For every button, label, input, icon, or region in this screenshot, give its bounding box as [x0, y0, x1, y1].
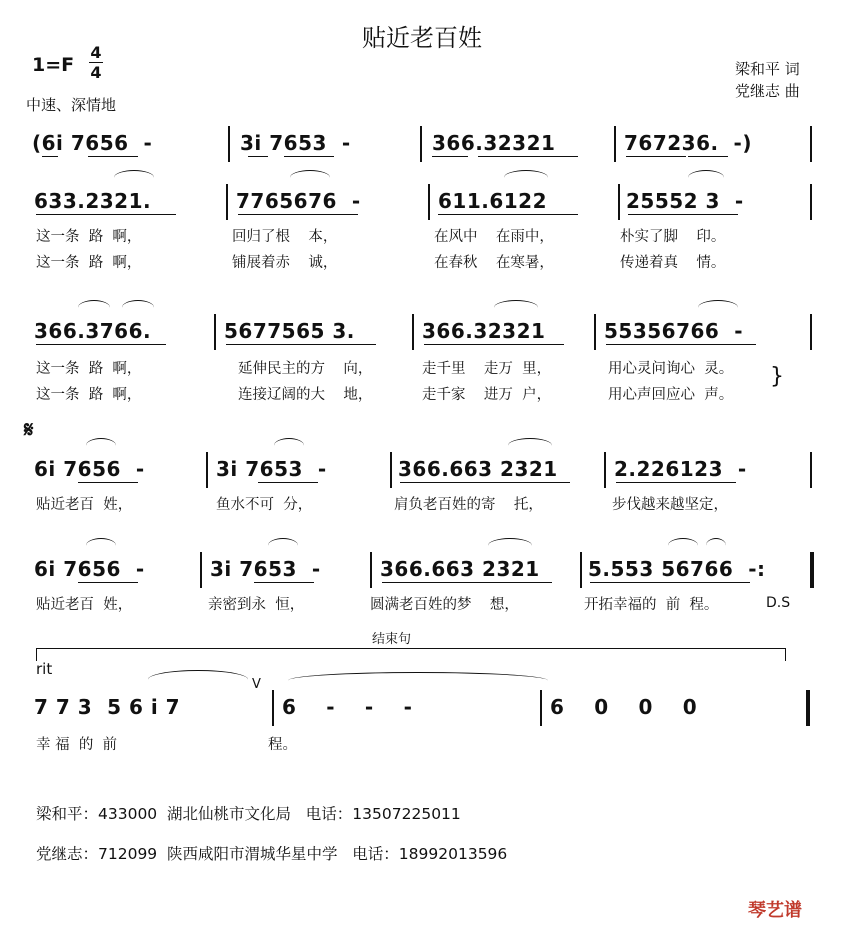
- key-signature: 1=F: [32, 54, 75, 76]
- slur: [488, 538, 532, 553]
- measure: 5.553 56766 -:: [588, 557, 766, 581]
- slur: [114, 170, 154, 185]
- lyric: 走千家 进万 户，: [422, 387, 552, 403]
- barline: [370, 552, 372, 588]
- lyric: 这一条 路 啊，: [36, 255, 142, 271]
- measure: 366.32321: [432, 131, 556, 155]
- barline: [810, 126, 812, 162]
- lyric: 贴近老百 姓，: [36, 597, 133, 613]
- slur: [78, 300, 110, 315]
- slur: [86, 438, 116, 453]
- beam: [36, 214, 176, 215]
- barline: [214, 314, 216, 350]
- time-sig-top: 4: [90, 43, 102, 62]
- measure: 3i 7653 -: [240, 131, 351, 155]
- tempo-marking: 中速、深情地: [26, 96, 117, 114]
- slur: [706, 538, 726, 553]
- barline: [618, 184, 620, 220]
- score-row-2: [18, 184, 828, 294]
- beam: [432, 156, 468, 157]
- score-row-3: [18, 314, 828, 424]
- slur: [148, 670, 248, 689]
- lyric: 鱼水不可 分，: [216, 497, 313, 513]
- beam: [226, 344, 376, 345]
- contact-lyricist: 梁和平：433000 湖北仙桃市文化局 电话：13507225011: [36, 805, 461, 823]
- lyric: 传递着真 情。: [620, 255, 726, 271]
- beam: [248, 156, 268, 157]
- slur: [494, 300, 538, 315]
- ending-label: 结束句: [372, 632, 412, 647]
- lyric: 幸 福 的 前: [36, 737, 118, 753]
- notes-line: [18, 314, 828, 348]
- slur: [688, 170, 724, 185]
- lyric: 朴实了脚 印。: [620, 229, 726, 245]
- slur: [668, 538, 698, 553]
- measure: 366.663 2321: [398, 457, 558, 481]
- slur: [504, 170, 548, 185]
- measure: 25552 3 -: [626, 189, 744, 213]
- notes-line: [18, 452, 828, 486]
- beam: [628, 214, 738, 215]
- barline: [420, 126, 422, 162]
- beam: [382, 582, 552, 583]
- lyric: 圆满老百姓的梦 想，: [370, 597, 519, 613]
- beam: [400, 482, 570, 483]
- tie: [288, 672, 548, 689]
- measure: 3i 7653 -: [216, 457, 327, 481]
- measure: 366.663 2321: [380, 557, 540, 581]
- barline: [272, 690, 274, 726]
- beam: [438, 214, 578, 215]
- notes-line: [18, 126, 828, 160]
- beam: [254, 582, 314, 583]
- lyric: 延伸民主的方 向，: [238, 361, 373, 377]
- lyric: 铺展着赤 诚，: [232, 255, 338, 271]
- time-signature: [89, 44, 103, 81]
- measure: 366.32321: [422, 319, 546, 343]
- breath-mark: V: [252, 677, 261, 692]
- lyricist-credit: 梁和平 词: [735, 60, 800, 78]
- site-logo: 琴艺谱: [748, 900, 802, 921]
- time-sig-bottom: 4: [90, 63, 102, 82]
- beam: [478, 156, 578, 157]
- slur: [698, 300, 738, 315]
- lyric: 连接辽阔的大 地，: [238, 387, 373, 403]
- measure: 2.226123 -: [614, 457, 747, 481]
- slur: [122, 300, 154, 315]
- beam: [88, 156, 138, 157]
- ds-marking: D.S: [766, 595, 791, 611]
- measure: 5677565 3.: [224, 319, 355, 343]
- beam: [258, 482, 318, 483]
- lyric: 步伐越来越坚定，: [612, 497, 728, 513]
- barline: [226, 184, 228, 220]
- beam: [606, 344, 756, 345]
- lyric: 开拓幸福的 前 程。: [584, 597, 719, 613]
- beam: [284, 156, 334, 157]
- slur: [508, 438, 552, 453]
- brace: }: [770, 364, 784, 389]
- rit-marking: rit: [36, 660, 53, 678]
- barline: [200, 552, 202, 588]
- measure: 55356766 -: [604, 319, 744, 343]
- barline: [228, 126, 230, 162]
- measure: 366.3766.: [34, 319, 152, 343]
- segno-sign: 𝄋: [24, 418, 34, 443]
- barline: [594, 314, 596, 350]
- contact-composer: 党继志：712099 陕西咸阳市渭城华星中学 电话：18992013596: [36, 845, 508, 863]
- measure: 633.2321.: [34, 189, 152, 213]
- barline: [540, 690, 542, 726]
- lyric: 程。: [268, 737, 297, 753]
- slur: [86, 538, 116, 553]
- lyric: 贴近老百 姓，: [36, 497, 133, 513]
- measure: 6i 7656 -: [34, 557, 145, 581]
- lyric: 肩负老百姓的寄 托，: [394, 497, 543, 513]
- lyric: 走千里 走万 里，: [422, 361, 552, 377]
- lyric: 这一条 路 啊，: [36, 387, 142, 403]
- barline: [810, 184, 812, 220]
- lyric: 用心灵问询心 灵。: [608, 361, 734, 377]
- beam: [36, 344, 166, 345]
- lyric: 在春秋 在寒暑，: [434, 255, 554, 271]
- measure: 767236. -): [624, 131, 752, 155]
- barline: [412, 314, 414, 350]
- song-title: 贴近老百姓: [362, 24, 482, 52]
- measure: (6i 7656 -: [32, 131, 153, 155]
- beam: [616, 482, 736, 483]
- beam: [238, 214, 358, 215]
- repeat-barline: [810, 552, 814, 588]
- barline: [206, 452, 208, 488]
- measure: 611.6122: [438, 189, 548, 213]
- barline: [428, 184, 430, 220]
- beam: [688, 156, 728, 157]
- beam: [42, 156, 58, 157]
- measure: 6 0 0 0: [550, 695, 698, 719]
- barline: [810, 452, 812, 488]
- slur: [274, 438, 304, 453]
- lyric: 这一条 路 啊，: [36, 361, 142, 377]
- notes-line: [18, 184, 828, 218]
- lyric: 在风中 在雨中，: [434, 229, 554, 245]
- slur: [290, 170, 330, 185]
- notes-line: [18, 552, 828, 586]
- measure: 7765676 -: [236, 189, 361, 213]
- score-row-6: [18, 677, 828, 800]
- composer-credit: 党继志 曲: [735, 82, 800, 100]
- beam: [78, 582, 138, 583]
- notes-line: [18, 677, 828, 724]
- lyric: 回归了根 本，: [232, 229, 338, 245]
- measure: 6 - - -: [282, 695, 413, 719]
- beam: [424, 344, 564, 345]
- barline: [604, 452, 606, 488]
- score-row-5: [18, 552, 828, 662]
- measure: 7 7 3 5 6 i 7: [34, 695, 188, 719]
- barline: [390, 452, 392, 488]
- beam: [626, 156, 686, 157]
- final-barline: [806, 690, 810, 726]
- lyric: 亲密到永 恒，: [208, 597, 305, 613]
- beam: [590, 582, 750, 583]
- barline: [614, 126, 616, 162]
- barline: [580, 552, 582, 588]
- lyric: 这一条 路 啊，: [36, 229, 142, 245]
- beam: [78, 482, 138, 483]
- barline: [810, 314, 812, 350]
- measure: 6i 7656 -: [34, 457, 145, 481]
- lyric: 用心声回应心 声。: [608, 387, 734, 403]
- ending-bracket: [36, 648, 786, 661]
- slur: [268, 538, 298, 553]
- measure: 3i 7653 -: [210, 557, 321, 581]
